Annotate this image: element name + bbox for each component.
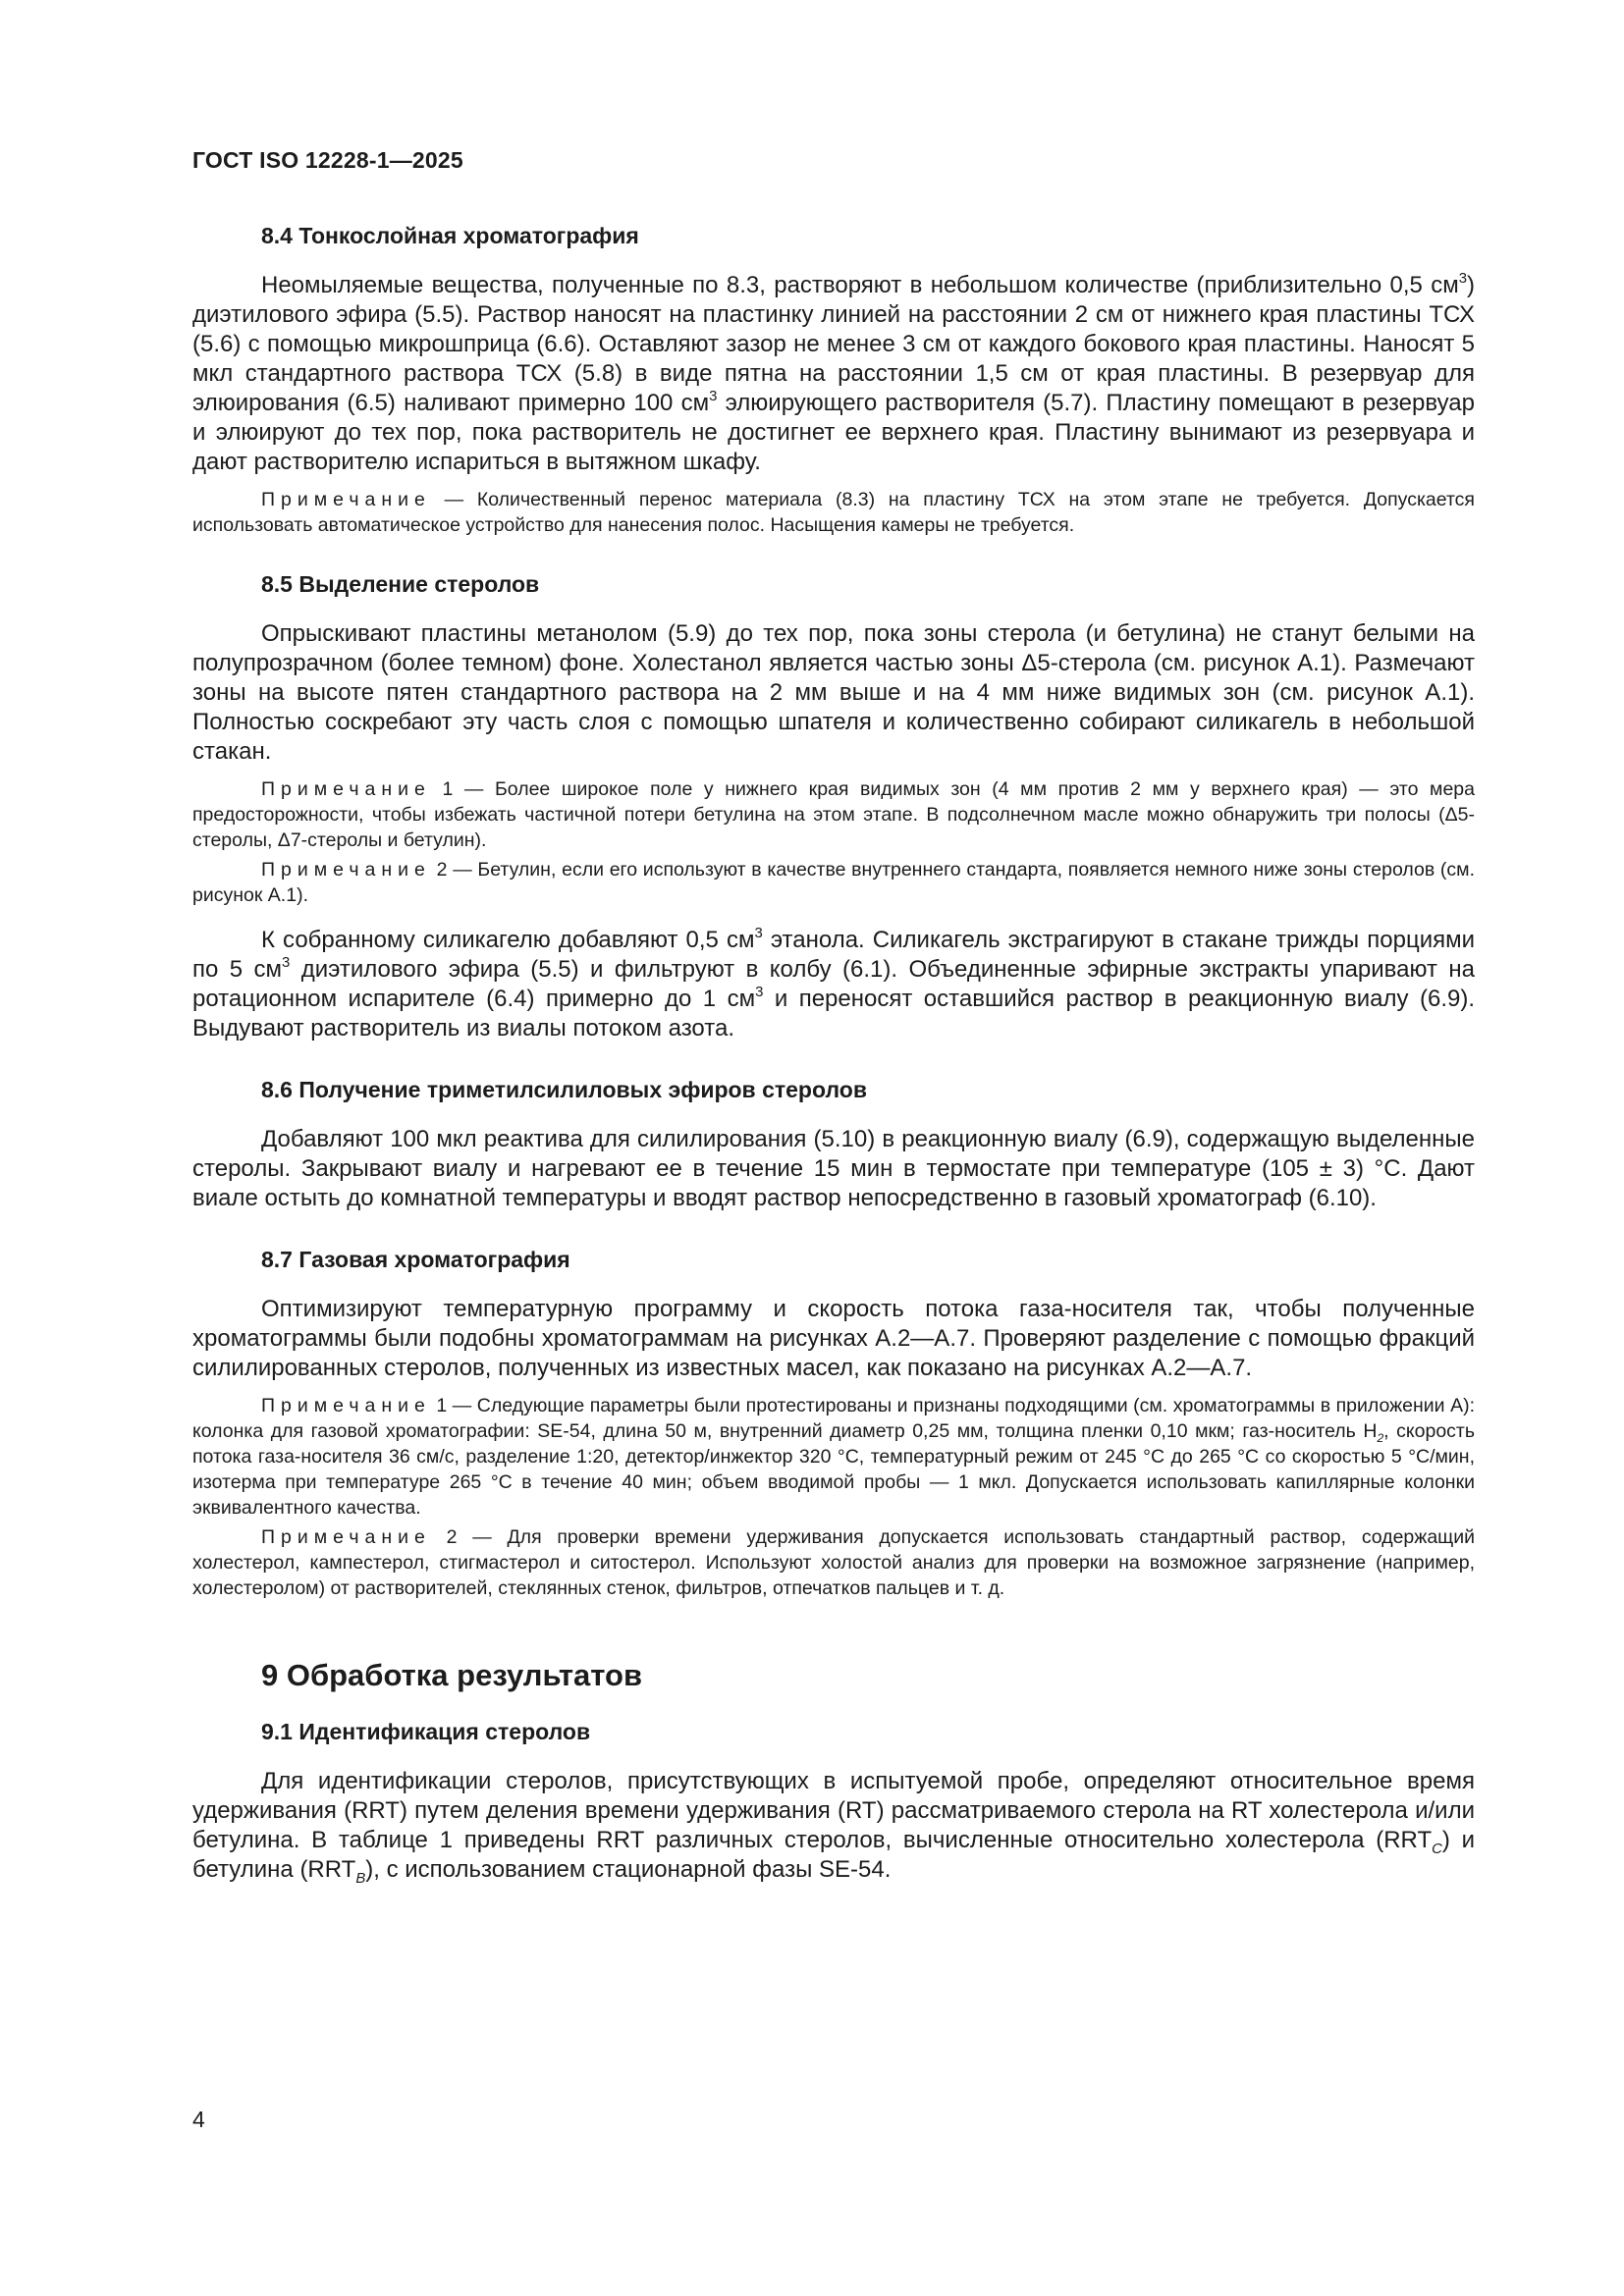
note-label: Примечание bbox=[261, 859, 431, 881]
note-label: Примечание bbox=[261, 778, 431, 800]
note-8-4: Примечание — Количественный перенос материала (8.3) на пластину ТСХ на этом этапе не требуется. Допускается использовать автоматическое устройство для нанесения полос. Насыщения камеры не требуется. bbox=[192, 489, 1475, 536]
section-title-8-7: 8.7 Газовая хроматография bbox=[261, 1247, 570, 1272]
note-8-5-2: Примечание 2 — Бетулин, если его используют в качестве внутреннего стандарта, появляется немного ниже зоны стеролов (см. рисунок А.1). bbox=[192, 859, 1475, 906]
note-label: Примечание bbox=[261, 1526, 431, 1548]
paragraph-8-5-1: Опрыскивают пластины метанолом (5.9) до тех пор, пока зоны стерола (и бетулина) не станут белыми на полупрозрачном (более темном) фоне. Холестанол является частью зоны Δ5-стерола (см. рисунок А.1). Размечают зоны на высоте пятен стандартного раствора на 2 мм выше и на 4 мм ниже видимых зон (см. рисунок А.1). Полностью соскребают эту часть слоя с помощью шпателя и количественно собирают силикагель в небольшой стакан. bbox=[192, 620, 1475, 765]
paragraph-8-7: Оптимизируют температурную программу и скорость потока газа-носителя так, чтобы полученные хроматограммы были подобны хроматограммам на рисунках А.2—А.7. Проверяют разделение с помощью фракций силилированных стеролов, полученных из известных масел, как показано на рисунках А.2—А.7. bbox=[192, 1296, 1475, 1381]
section-title-8-6: 8.6 Получение триметилсилиловых эфиров стеролов bbox=[261, 1077, 867, 1102]
paragraph-8-5-2: К собранному силикагелю добавляют 0,5 $см^3$ этанола. Силикагель экстрагируют в стакане трижды порциями по 5 $см^3$ диэтилового эфира (5.5) и фильтруют в колбу (6.1). Объединенные эфирные экстракты упаривают на ротационном испарителе (6.4) примерно до 1 $см^3$ и переносят оставшийся раствор в реакционную виалу (6.9). Выдувают растворитель из виалы потоком азота. bbox=[192, 925, 1476, 1041]
paragraph-8-4: Неомыляемые вещества, полученные по 8.3, растворяют в небольшом количестве (приблизительно 0,5 $см^3$) диэтилового эфира (5.5). Раствор наносят на пластинку линией на расстоянии 2 см от нижнего края пластины ТСХ (5.6) с помощью микрошприца (6.6). Оставляют зазор не менее 3 см от каждого бокового края пластины. Наносят 5 мкл стандартного раствора ТСХ (5.8) в виде пятна на расстоянии 1,5 см от края пластины. В резервуар для элюирования (6.5) наливают примерно 100 $см^3$ элюирующего растворителя (5.7). Пластину помещают в резервуар и элюируют до тех пор, пока растворитель не достигнет ее верхнего края. Пластину вынимают из резервуара и дают растворителю испариться в вытяжном шкафу. bbox=[192, 270, 1475, 475]
page-number: 4 bbox=[192, 2107, 205, 2132]
note-label: Примечание bbox=[261, 489, 431, 510]
paragraph-9-1: Для идентификации стеролов, присутствующих в испытуемой пробе, определяют относительное время удерживания (RRT) путем деления времени удерживания (RT) рассматриваемого стерола на RT холестерола и/или бетулина. В таблице 1 приведены RRT различных стеролов, вычисленные относительно холестерола $(RRT_C)$ и бетулина $(RRT_B)$, с использованием стационарной фазы SE-54. bbox=[192, 1768, 1475, 1887]
section-title-9-1: 9.1 Идентификация стеролов bbox=[261, 1719, 591, 1744]
document-page bbox=[192, 147, 1475, 1895]
section-title-8-4: 8.4 Тонкослойная хроматография bbox=[261, 223, 639, 248]
note-8-7-1: Примечание 1 — Следующие параметры были протестированы и признаны подходящими (см. хроматограммы в приложении А): колонка для газовой хроматографии: SE-54, длина 50 м, внутренний диаметр 0,25 мм, толщина пленки 0,10 мкм; газ-носитель $H_2$, скорость потока газа-носителя 36 см/с, разделение 1:20, детектор/инжектор 320 °С, температурный режим от 245 °С до 265 °С со скоростью 5 °С/мин, изотерма при температуре 265 °С в течение 40 мин; объем вводимой пробы — 1 мкл. Допускается использовать капиллярные колонки эквивалентного качества. bbox=[192, 1395, 1476, 1519]
note-8-7-2: Примечание 2 — Для проверки времени удерживания допускается использовать стандартный раствор, содержащий холестерол, кампестерол, стигмастерол и ситостерол. Используют холостой анализ для проверки на возможное загрязнение (например, холестеролом) от растворителей, стеклянных стенок, фильтров, отпечатков пальцев и т. д. bbox=[192, 1526, 1475, 1599]
note-8-5-1: Примечание 1 — Более широкое поле у нижнего края видимых зон (4 мм против 2 мм у верхнего края) — это мера предосторожности, чтобы избежать частичной потери бетулина на этом этапе. В подсолнечном масле можно обнаружить три полосы (Δ5-стеролы, Δ7-стеролы и бетулин). bbox=[192, 778, 1475, 851]
paragraph-8-6: Добавляют 100 мкл реактива для силилирования (5.10) в реакционную виалу (6.9), содержащую выделенные стеролы. Закрывают виалу и нагревают ее в течение 15 мин в термостате при температуре (105 ± 3) °С. Дают виале остыть до комнатной температуры и вводят раствор непосредственно в газовый хроматограф (6.10). bbox=[192, 1126, 1475, 1211]
note-label: Примечание bbox=[261, 1395, 431, 1416]
document-header: ГОСТ ISO 12228-1—2025 bbox=[192, 147, 463, 173]
section-title-9: 9 Обработка результатов bbox=[261, 1658, 643, 1692]
section-title-8-5: 8.5 Выделение стеролов bbox=[261, 571, 540, 597]
